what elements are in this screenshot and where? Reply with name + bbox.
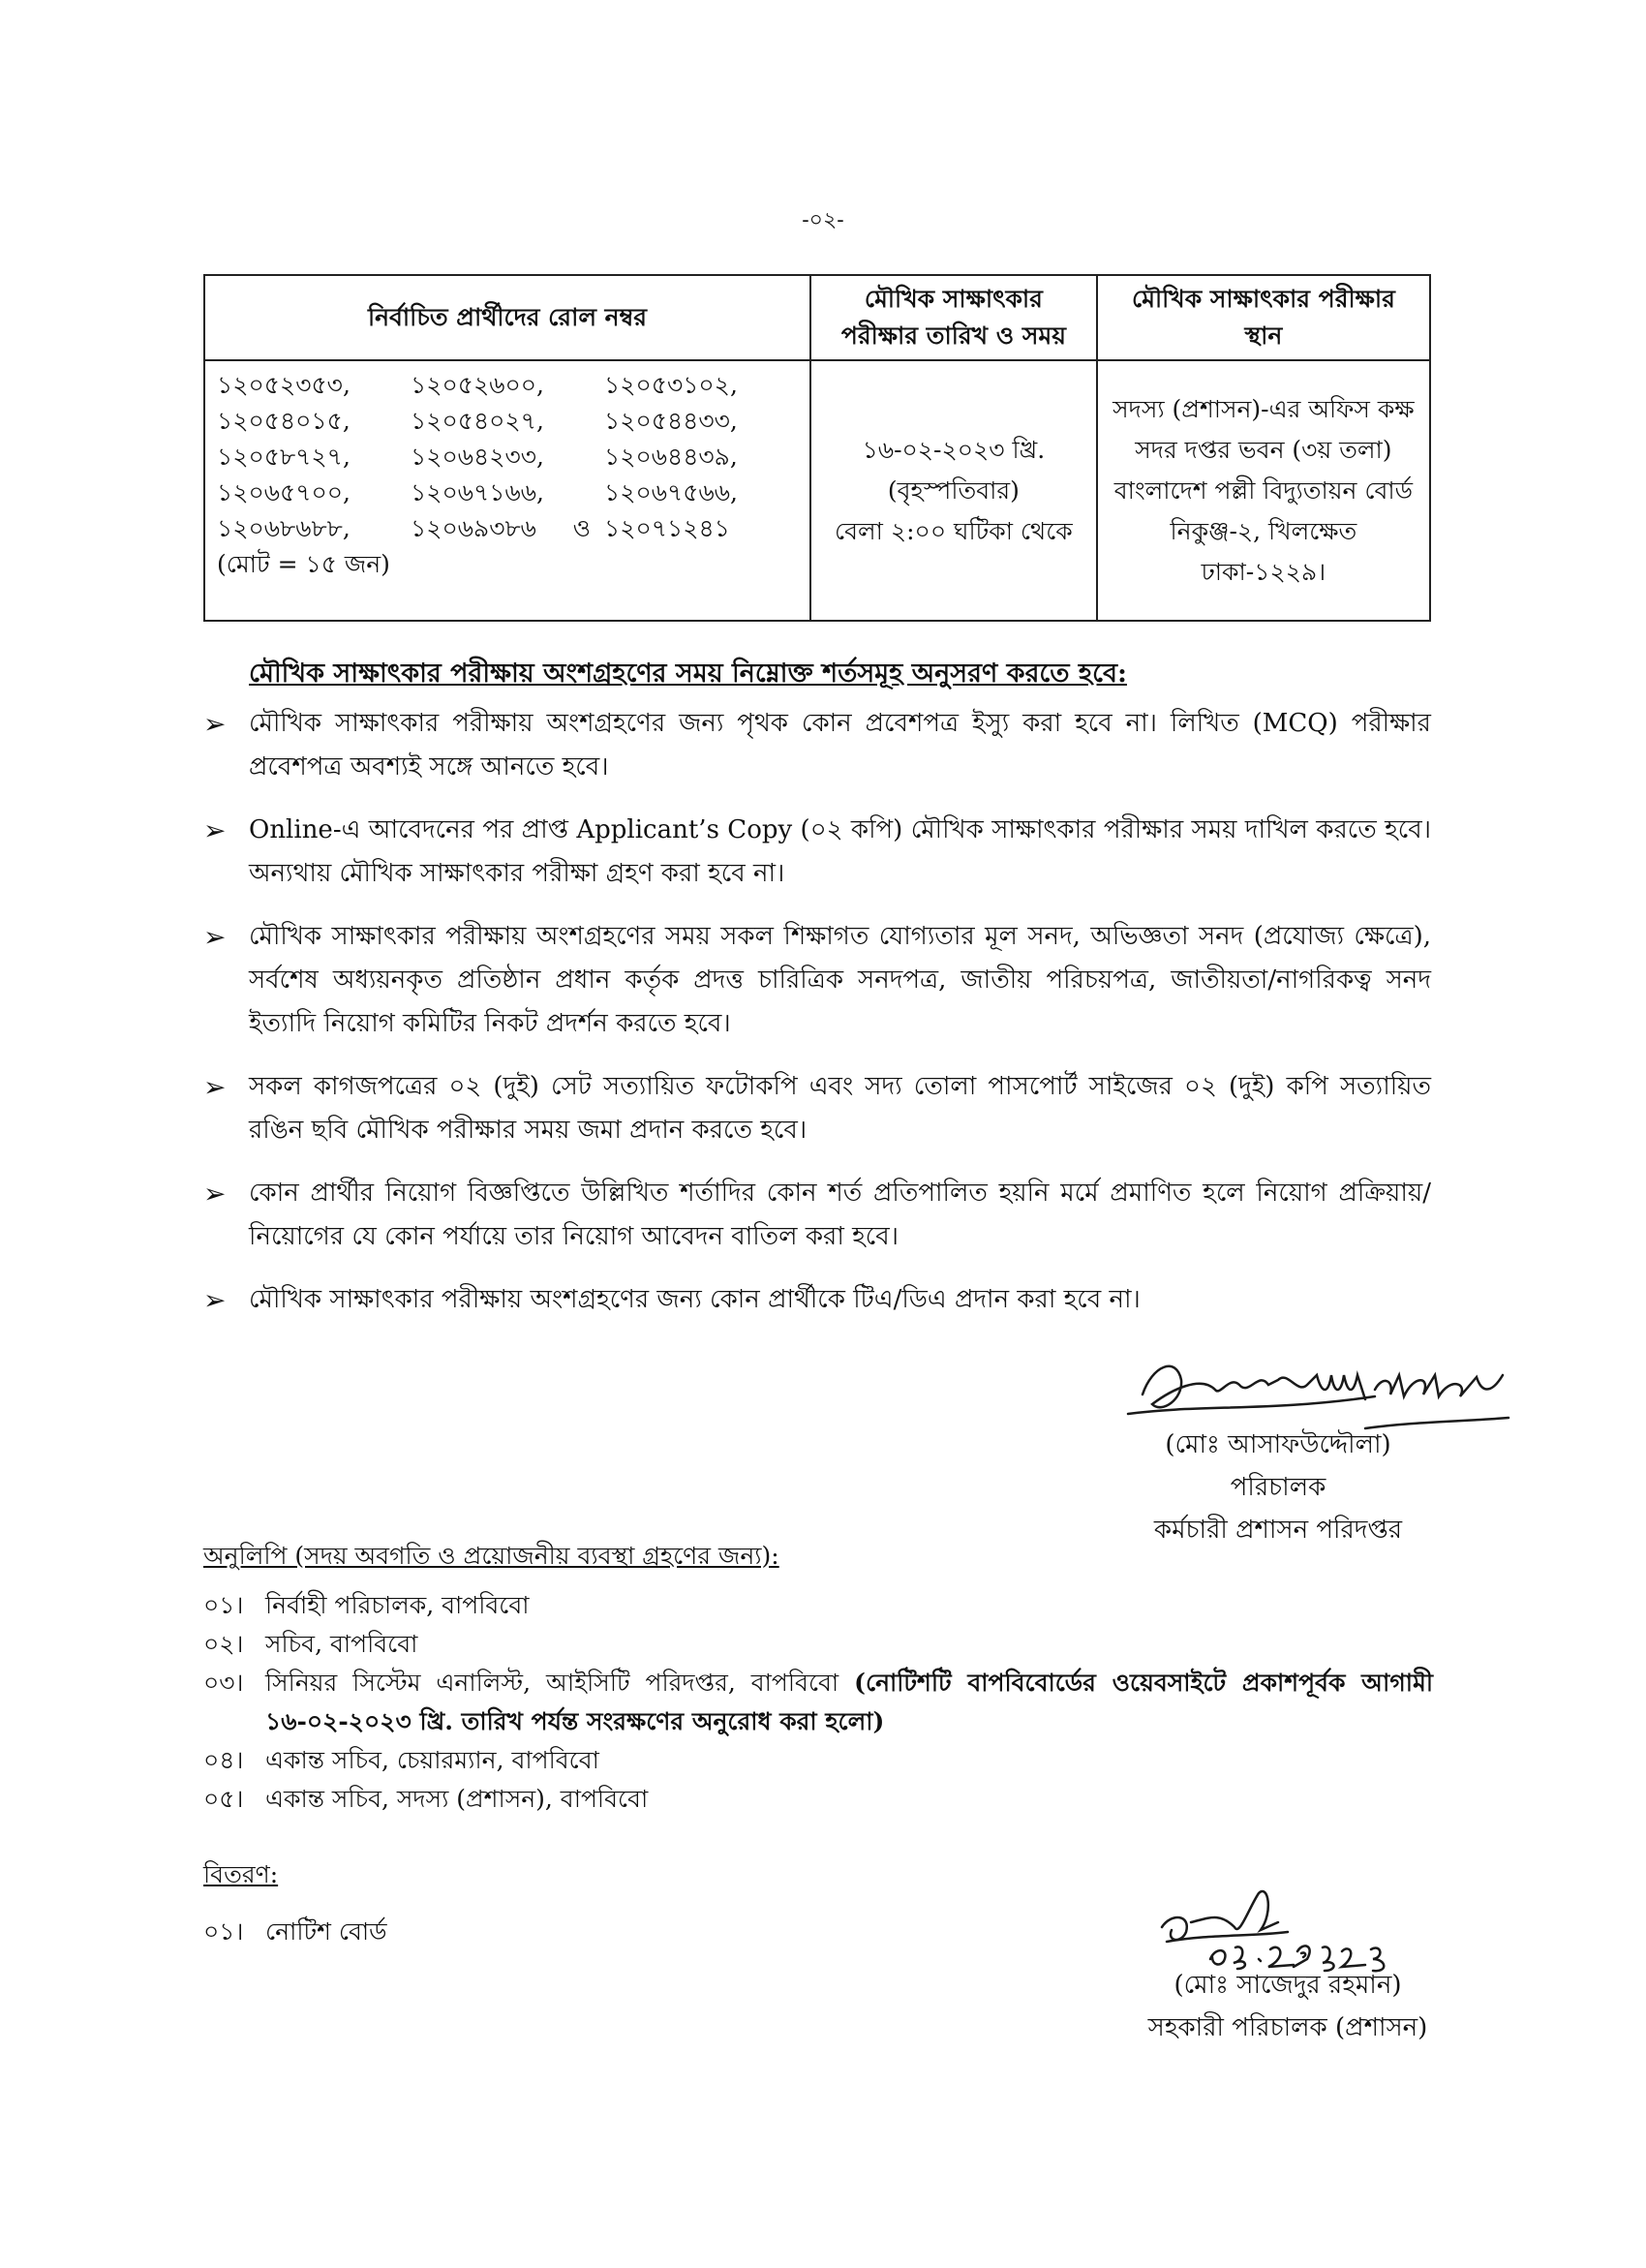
header-date-time: মৌখিক সাক্ষাৎকার পরীক্ষার তারিখ ও সময় <box>810 275 1097 360</box>
director-signature-block <box>1065 1424 1491 1551</box>
roll-numbers-cell <box>204 360 810 621</box>
arrow-bullet-icon: ➢ <box>203 1071 227 1103</box>
roll-number: ১২০৫৪৪৩৩, <box>604 407 738 435</box>
condition-item: ➢ মৌখিক সাক্ষাৎকার পরীক্ষায় অংশগ্রহণের জন্য পৃথক কোন প্রবেশপত্র ইস্যু করা হবে না। লিখিত (MCQ) পরীক্ষার প্রবেশপত্র অবশ্যই সঙ্গে আনতে হবে। <box>203 702 1431 789</box>
venue-line: সদর দপ্তর ভবন (৩য় তলা) <box>1135 435 1392 464</box>
signatory-designation: পরিচালক <box>1230 1473 1326 1502</box>
signatory-name: (মোঃ সাজেদুর রহমান) <box>1174 1971 1402 2000</box>
header-venue: মৌখিক সাক্ষাৎকার পরীক্ষার স্থান <box>1097 275 1430 360</box>
condition-item: ➢ Online-এ আবেদনের পর প্রাপ্ত Applicant’s Copy (০২ কপি) মৌখিক সাক্ষাৎকার পরীক্ষার সময় দাখিল করতে হবে। অন্যথায় মৌখিক সাক্ষাৎকার পরীক্ষা গ্রহণ করা হবে না। <box>203 809 1431 896</box>
roll-number-list <box>217 367 798 546</box>
roll-number: ১২০৫২৬০০, <box>411 371 544 399</box>
arrow-bullet-icon: ➢ <box>203 814 227 846</box>
interview-time: বেলা ২:০০ ঘটিকা থেকে <box>835 516 1073 545</box>
date-time-cell <box>810 360 1097 621</box>
roll-number: ১২০৬৭১৬৬, <box>411 478 544 506</box>
roll-number: ১২০৭১২৪১ <box>604 514 730 542</box>
condition-item: ➢ মৌখিক সাক্ষাৎকার পরীক্ষায় অংশগ্রহণের জন্য কোন প্রার্থীকে টিএ/ডিএ প্রদান করা হবে না। <box>203 1278 1431 1322</box>
page-number: -০২- <box>802 208 844 232</box>
distribution-heading: বিতরণ: <box>203 1860 279 1888</box>
roll-total: (মোট = ১৫ জন) <box>217 550 390 578</box>
copy-to-item: ০৫। একান্ত সচিব, সদস্য (প্রশাসন), বাপবিবো <box>203 1785 649 1813</box>
signatory-name: (মোঃ আসাফউদ্দৌলা) <box>1165 1430 1391 1459</box>
roll-number: ১২০৬৫৭০০, <box>217 478 351 506</box>
signatory-designation: সহকারী পরিচালক (প্রশাসন) <box>1147 2013 1428 2042</box>
arrow-bullet-icon: ➢ <box>203 708 227 740</box>
instructions-heading: মৌখিক সাক্ষাৎকার পরীক্ষায় অংশগ্রহণের সময় নিম্নোক্ত শর্তসমূহ অনুসরণ করতে হবে: <box>249 659 1127 689</box>
venue-cell <box>1097 360 1430 621</box>
copy-to-list <box>203 1586 1433 1819</box>
assistant-director-signature-block <box>1075 1964 1501 2049</box>
interview-day: (বৃহস্পতিবার) <box>887 475 1020 505</box>
roll-number: ১২০৫৪০২৭, <box>411 407 544 435</box>
roll-number: ১২০৫৩১০২, <box>604 371 738 399</box>
copy-to-item: ০৪। একান্ত সচিব, চেয়ারম্যান, বাপবিবো <box>203 1746 599 1774</box>
interview-schedule-table <box>203 274 1431 622</box>
roll-number-pair <box>411 510 604 546</box>
roll-number: ১২০৬৪৪৩৯, <box>604 443 738 471</box>
distribution-item: ০১। নোটিশ বোর্ড <box>203 1917 387 1946</box>
roll-number: ১২০৫৮৭২৭, <box>217 443 351 471</box>
arrow-bullet-icon: ➢ <box>203 921 227 953</box>
roll-number: ১২০৬৪২৩৩, <box>411 443 544 471</box>
copy-to-item: ০২। সচিব, বাপবিবো <box>203 1630 418 1658</box>
copy-to-item: ০৩। সিনিয়র সিস্টেম এনালিস্ট, আইসিটি পরিদপ্তর, বাপবিবো (নোটিশটি বাপবিবোর্ডের ওয়েবসাইটে প্রকাশপূর্বক আগামী ১৬-০২-২০২৩ খ্রি. তারিখ পর্যন্ত সংরক্ষণের অনুরোধ করা হলো) <box>203 1669 1433 1735</box>
arrow-bullet-icon: ➢ <box>203 1178 227 1210</box>
venue-line: বাংলাদেশ পল্লী বিদ্যুতায়ন বোর্ড <box>1113 475 1414 505</box>
venue-line: ঢাকা-১২২৯। <box>1201 557 1326 586</box>
copy-to-item: ০১। নির্বাহী পরিচালক, বাপবিবো <box>203 1591 530 1619</box>
roll-number: ১২০৬৭৫৬৬, <box>604 478 738 506</box>
roll-number: ১২০৫২৩৫৩, <box>217 371 351 399</box>
signatory-office: কর্মচারী প্রশাসন পরিদপ্তর <box>1153 1516 1403 1545</box>
interview-date: ১৬-০২-২০২৩ খ্রি. <box>862 435 1046 464</box>
venue-line: নিকুঞ্জ-২, খিলক্ষেত <box>1170 516 1357 545</box>
roll-number: ১২০৫৪০১৫, <box>217 407 351 435</box>
conditions-list <box>203 702 1431 1341</box>
condition-item: ➢ কোন প্রার্থীর নিয়োগ বিজ্ঞপ্তিতে উল্লিখিত শর্তাদির কোন শর্ত প্রতিপালিত হয়নি মর্মে প্রমাণিত হলে নিয়োগ প্রক্রিয়ায়/ নিয়োগের যে কোন পর্যায়ে তার নিয়োগ আবেদন বাতিল করা হবে। <box>203 1172 1431 1259</box>
roll-joiner: ও <box>572 514 591 542</box>
condition-item: ➢ সকল কাগজপত্রের ০২ (দুই) সেট সত্যায়িত ফটোকপি এবং সদ্য তোলা পাসপোর্ট সাইজের ০২ (দুই) কপি সত্যায়িত রঙিন ছবি মৌখিক পরীক্ষার সময় জমা প্রদান করতে হবে। <box>203 1065 1431 1152</box>
copy-to-heading: অনুলিপি (সদয় অবগতি ও প্রয়োজনীয় ব্যবস্থা গ্রহণের জন্য): <box>203 1542 779 1570</box>
roll-number: ১২০৬৮৬৮৮, <box>217 514 351 542</box>
arrow-bullet-icon: ➢ <box>203 1284 227 1316</box>
venue-line: সদস্য (প্রশাসন)-এর অফিস কক্ষ <box>1113 394 1415 423</box>
roll-number: ১২০৬৯৩৮৬ <box>411 514 536 542</box>
header-roll-numbers: নির্বাচিত প্রার্থীদের রোল নম্বর <box>204 275 810 360</box>
condition-item: ➢ মৌখিক সাক্ষাৎকার পরীক্ষায় অংশগ্রহণের সময় সকল শিক্ষাগত যোগ্যতার মূল সনদ, অভিজ্ঞতা সনদ (প্রযোজ্য ক্ষেত্রে), সর্বশেষ অধ্যয়নকৃত প্রতিষ্ঠান প্রধান কর্তৃক প্রদত্ত চারিত্রিক সনদপত্র, জাতীয় পরিচয়পত্র, জাতীয়তা/নাগরিকত্ব সনদ ইত্যাদি নিয়োগ কমিটির নিকট প্রদর্শন করতে হবে। <box>203 915 1431 1046</box>
